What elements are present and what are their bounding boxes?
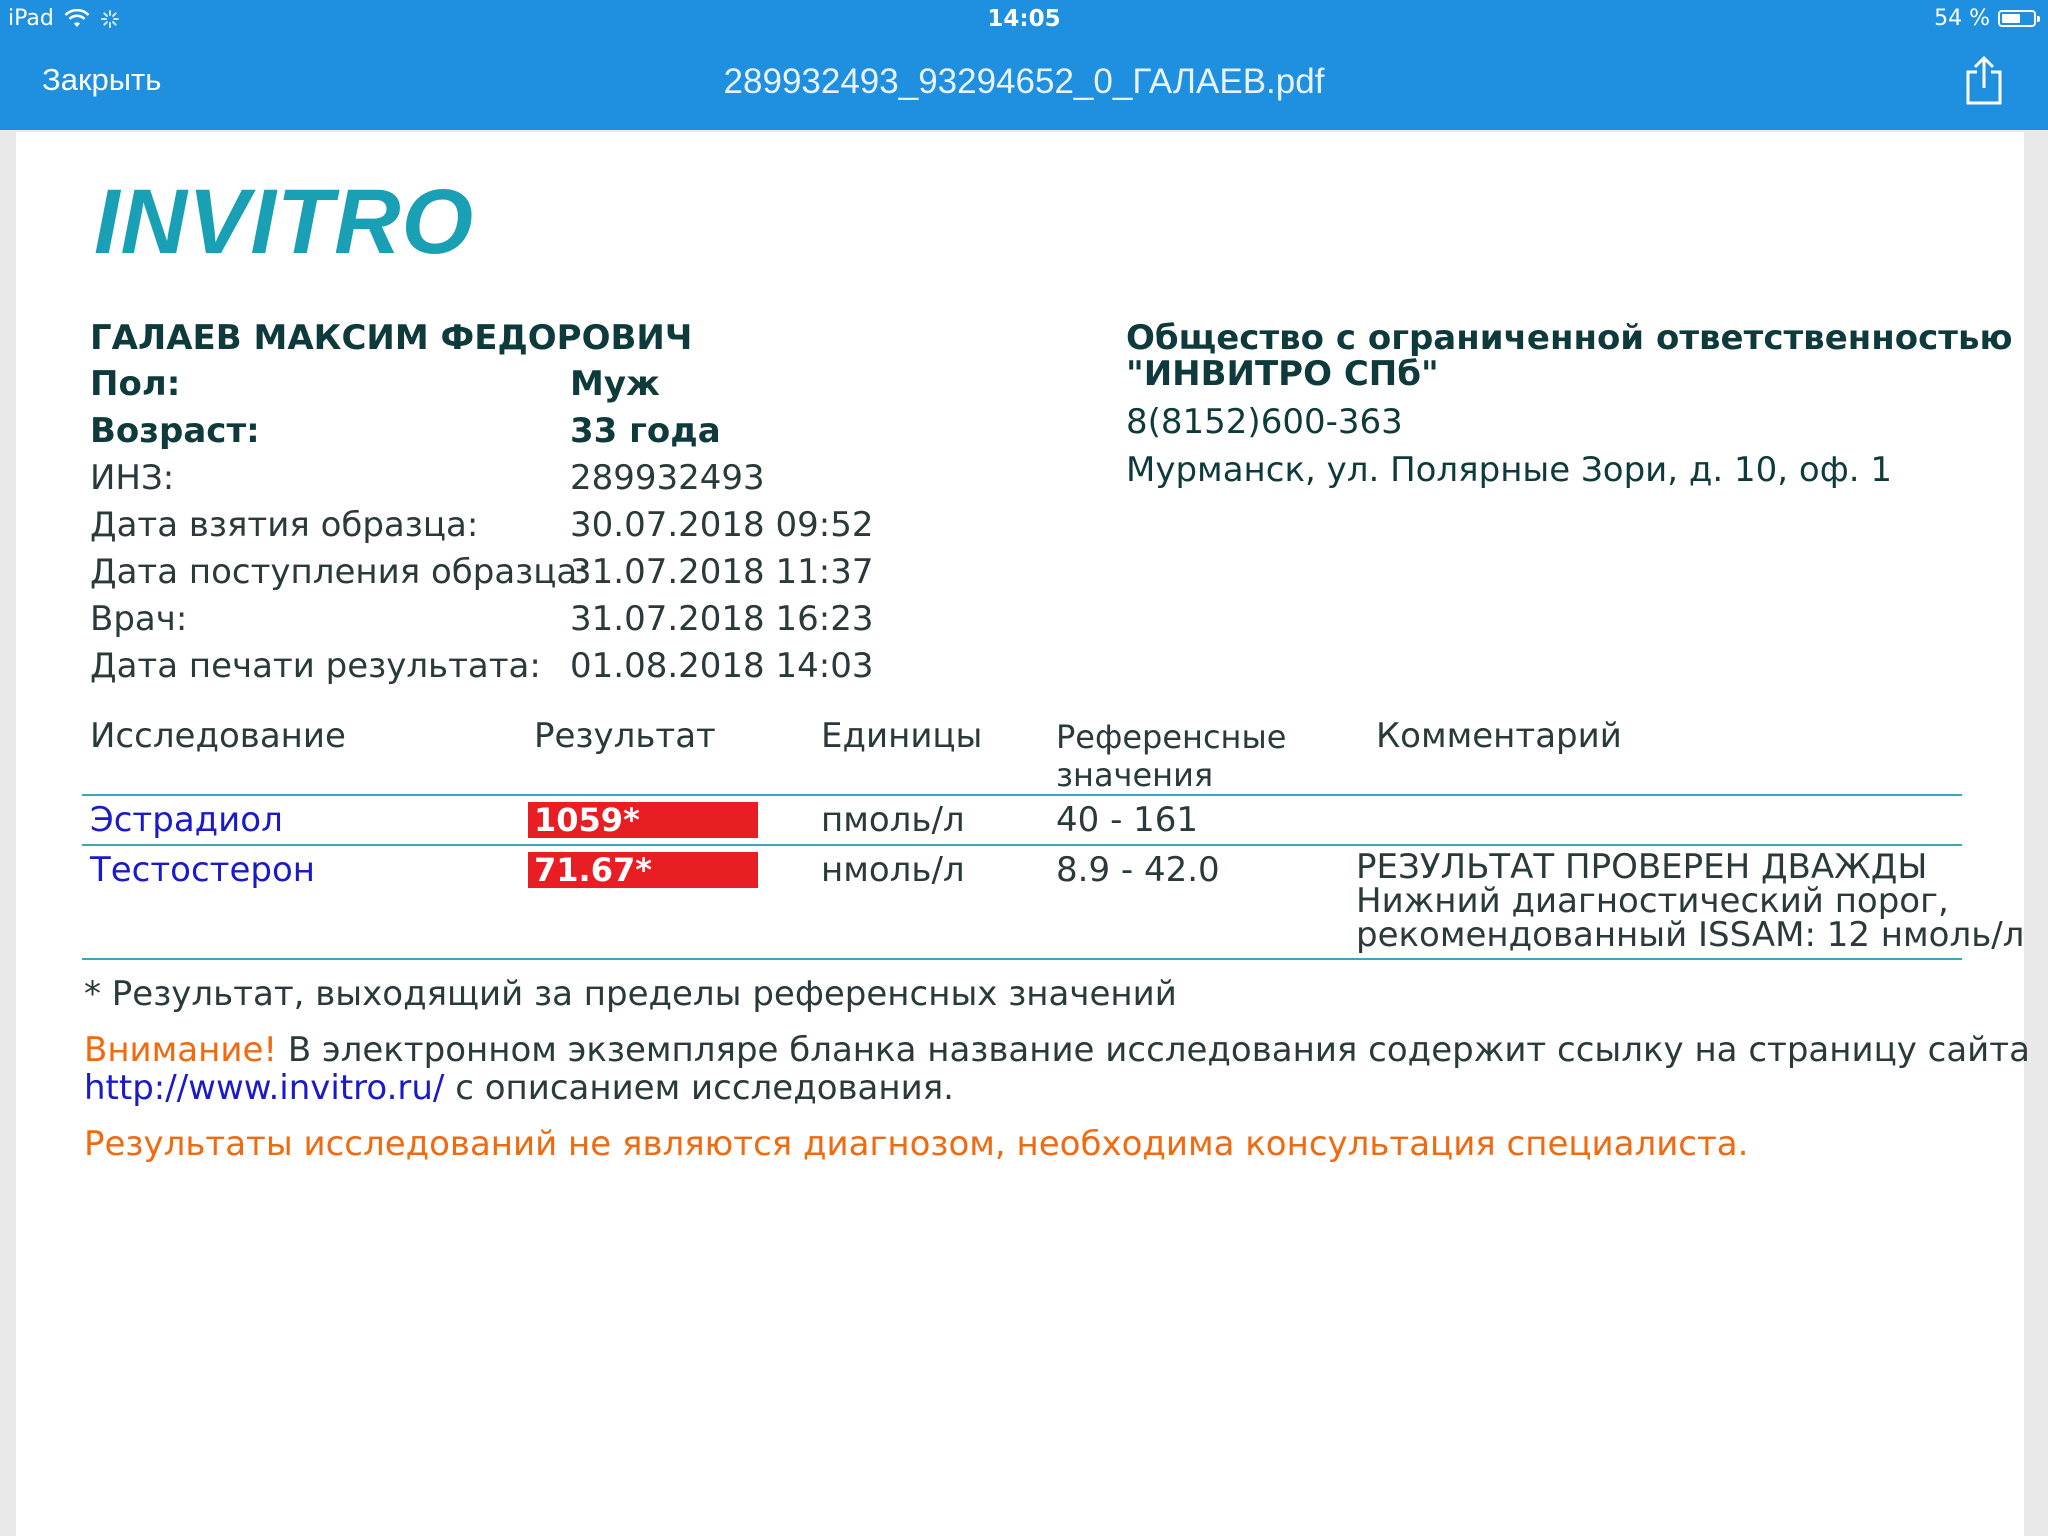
- header-ref-line1: Референсные: [1056, 718, 1287, 756]
- disclaimer: Результаты исследований не являются диагнозом, необходима консультация специалиста.: [84, 1124, 1749, 1164]
- status-time: 14:05: [987, 6, 1061, 32]
- patient-field-value: 31.07.2018 11:37: [570, 552, 874, 592]
- patient-field-label: Дата печати результата:: [90, 646, 541, 686]
- patient-field-label: Пол:: [90, 364, 181, 404]
- result-flag: 71.67*: [528, 852, 758, 888]
- app-header: [0, 0, 2048, 130]
- header-units: Единицы: [821, 716, 983, 756]
- header-test: Исследование: [90, 716, 346, 756]
- comment-line: РЕЗУЛЬТАТ ПРОВЕРЕН ДВАЖДЫ: [1356, 847, 1928, 887]
- header-ref-line2: значения: [1056, 756, 1214, 794]
- ref-cell: 8.9 - 42.0: [1056, 850, 1220, 890]
- notice-line2: [84, 1068, 954, 1108]
- invitro-site-link[interactable]: http://www.invitro.ru/: [84, 1068, 445, 1108]
- footnote: * Результат, выходящий за пределы референсных значений: [84, 974, 1177, 1014]
- patient-field-value: 33 года: [570, 411, 721, 451]
- test-link-testosterone[interactable]: Тестостерон: [90, 850, 316, 890]
- patient-field-value: 289932493: [570, 458, 765, 498]
- device-label: iPad: [8, 6, 54, 31]
- document-title: 289932493_93294652_0_ГАЛАЕВ.pdf: [723, 62, 1325, 101]
- notice-text2: с описанием исследования.: [444, 1068, 954, 1108]
- comment-line: Нижний диагностический порог,: [1356, 881, 1949, 921]
- lab-phone: 8(8152)600-363: [1126, 402, 1403, 442]
- comment-cell: [1356, 847, 2025, 955]
- patient-field-label: Возраст:: [90, 411, 260, 451]
- battery-icon: [1998, 10, 2036, 27]
- notice-line1: [84, 1030, 2030, 1070]
- patient-field-value: 30.07.2018 09:52: [570, 505, 874, 545]
- patient-field-value: 31.07.2018 16:23: [570, 599, 874, 639]
- battery-percent: 54 %: [1934, 6, 1990, 31]
- test-link-estradiol[interactable]: Эстрадиол: [90, 800, 283, 840]
- table-divider: [82, 844, 1962, 846]
- patient-field-label: Врач:: [90, 599, 188, 639]
- share-icon[interactable]: [1962, 56, 2006, 106]
- result-flag: 1059*: [528, 802, 758, 838]
- close-button[interactable]: Закрыть: [42, 62, 162, 97]
- invitro-logo: INVITRO: [94, 171, 475, 273]
- lab-name-line1: Общество с ограниченной ответственностью: [1126, 318, 2013, 358]
- table-divider: [82, 958, 1962, 960]
- attention-label: Внимание!: [84, 1030, 278, 1070]
- header-result: Результат: [534, 716, 716, 756]
- lab-name-line2: "ИНВИТРО СПб": [1126, 354, 1439, 394]
- ref-cell: 40 - 161: [1056, 800, 1199, 840]
- notice-text: В электронном экземпляре бланка название исследования содержит ссылку на страницу сайта: [277, 1030, 2030, 1070]
- patient-field-label: Дата поступления образца:: [90, 552, 589, 592]
- patient-name: ГАЛАЕВ МАКСИМ ФЕДОРОВИЧ: [90, 318, 693, 358]
- patient-field-label: Дата взятия образца:: [90, 505, 479, 545]
- table-divider: [82, 794, 1962, 796]
- units-cell: нмоль/л: [821, 850, 965, 890]
- pdf-page: [16, 132, 2030, 1536]
- comment-line: рекомендованный ISSAM: 12 нмоль/л: [1356, 915, 2025, 955]
- patient-field-label: ИНЗ:: [90, 458, 175, 498]
- units-cell: пмоль/л: [821, 800, 965, 840]
- patient-field-value: 01.08.2018 14:03: [570, 646, 874, 686]
- status-right: [1934, 6, 2036, 31]
- patient-field-value: Муж: [570, 364, 660, 404]
- lab-address: Мурманск, ул. Полярные Зори, д. 10, оф. 1: [1126, 450, 1893, 490]
- header-comment: Комментарий: [1376, 716, 1622, 756]
